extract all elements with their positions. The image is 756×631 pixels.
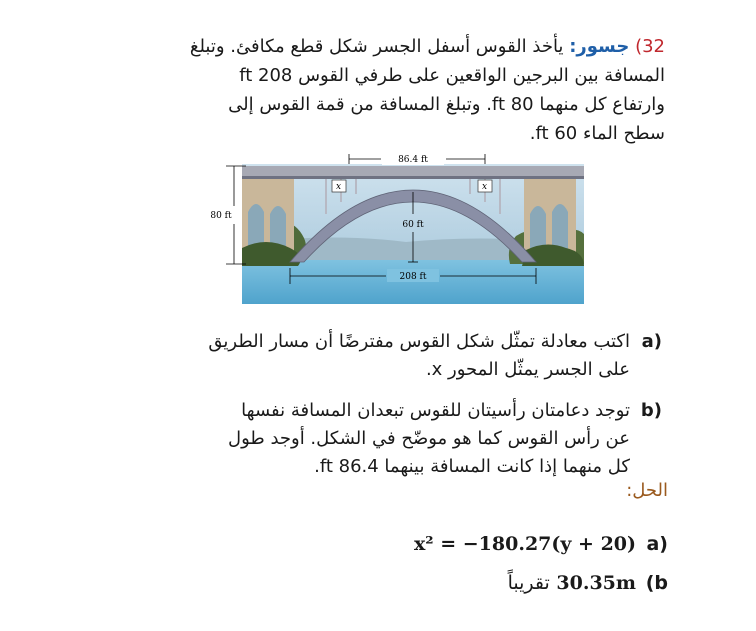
bridge-deck xyxy=(242,166,584,176)
answer-b-label: b) xyxy=(645,572,668,594)
problem-text-1: يأخذ القوس أسفل الجسر شكل قطع مكافئ. وتبلغ xyxy=(189,36,564,57)
tower-height-label: 80 ft xyxy=(210,211,232,221)
problem-line-1 xyxy=(95,32,665,61)
svg-text:x: x xyxy=(336,182,342,192)
svg-text:x: x xyxy=(482,182,488,192)
answer-a-label: a) xyxy=(646,533,668,555)
arch-height-label: 60 ft xyxy=(402,220,424,230)
left-cable-marker xyxy=(332,180,346,192)
deck-shadow xyxy=(242,176,584,179)
answer-b xyxy=(507,572,668,594)
answer-a xyxy=(413,533,668,555)
top-span-label: 86.4 ft xyxy=(398,155,428,165)
solution-heading: الحل: xyxy=(626,480,668,501)
right-cable-marker xyxy=(478,180,492,192)
part-b-label: b) xyxy=(640,400,662,421)
answer-b-word: تقريباً xyxy=(507,572,550,594)
part-a-line-2: على الجسر يمثّل المحور x. xyxy=(425,359,630,380)
answer-b-value: 30.35m xyxy=(556,572,636,594)
bridge-figure xyxy=(206,152,584,304)
problem-title: جسور: xyxy=(569,36,630,57)
answer-a-equation: x² = −180.27(y + 20) xyxy=(413,533,636,555)
part-a-label: a) xyxy=(641,331,662,352)
part-b-line-2: عن رأس القوس كما هو موضّح في الشكل. أوجد طول xyxy=(228,428,630,449)
part-a-line-1: اكتب معادلة تمثّل شكل القوس مفترضًا أن مسار الطريق xyxy=(208,331,630,352)
part-b xyxy=(95,397,662,481)
problem-number: 32) xyxy=(635,36,665,57)
base-span-label: 208 ft xyxy=(399,272,427,282)
problem-line-3: وارتفاع كل منهما 80 ft. وتبلغ المسافة من قمة القوس إلى xyxy=(228,94,665,115)
part-b-line-1: توجد دعامتان رأسيتان للقوس تبعدان المسافة نفسها xyxy=(241,400,630,421)
problem-statement xyxy=(95,32,665,148)
problem-line-2: المسافة بين البرجين الواقعين على طرفي القوس 208 ft xyxy=(239,65,665,86)
part-a xyxy=(95,328,662,384)
part-b-line-3: كل منهما إذا كانت المسافة بينهما 86.4 ft. xyxy=(314,456,630,477)
problem-line-4: سطح الماء 60 ft. xyxy=(529,123,665,144)
